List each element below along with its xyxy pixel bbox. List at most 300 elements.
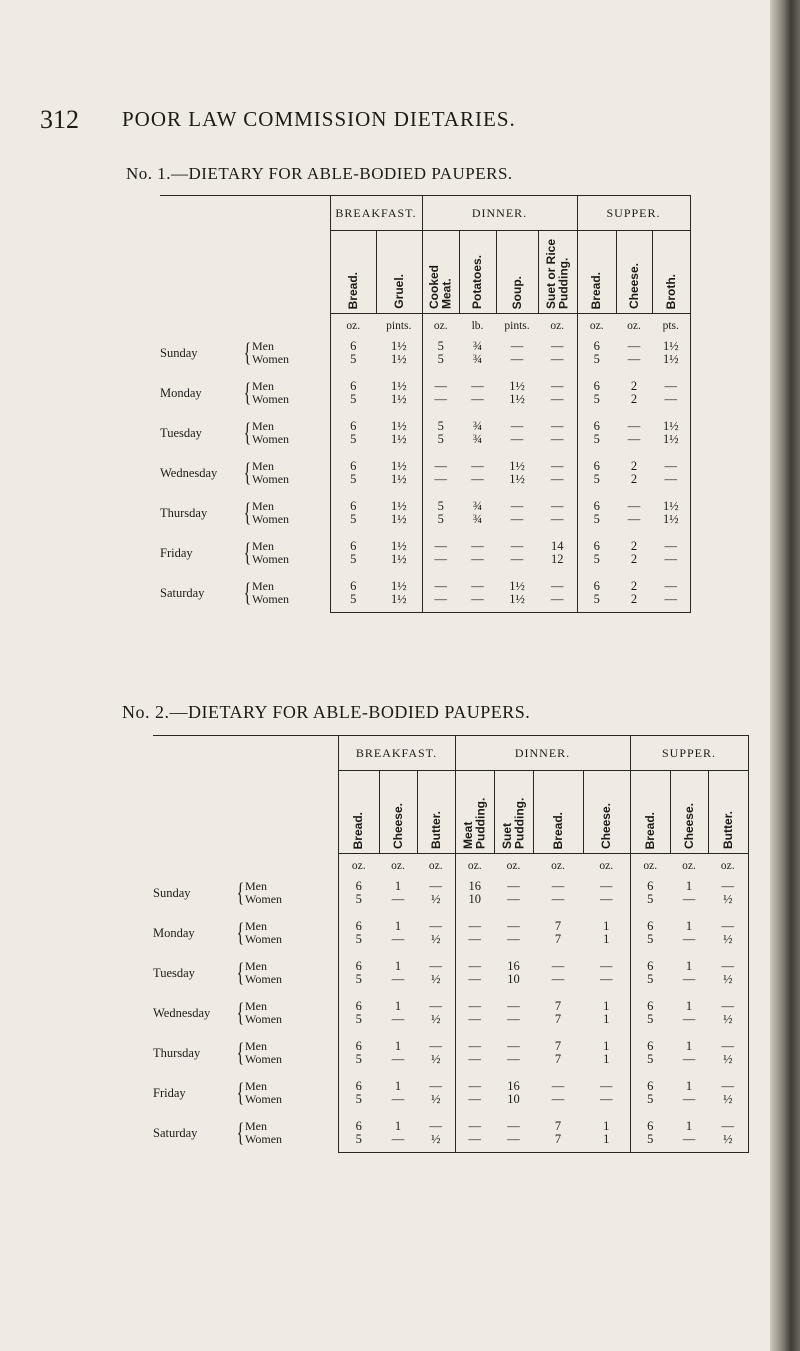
men-ration: — bbox=[429, 999, 442, 1013]
men-ration: 2 bbox=[630, 379, 638, 393]
table1-title: No. 1.—DIETARY FOR ABLE-BODIED PAUPERS. bbox=[126, 164, 513, 183]
women-ration: 2 bbox=[630, 392, 638, 406]
men-ration: 1 bbox=[394, 1119, 402, 1133]
women-ration: ½ bbox=[723, 972, 733, 986]
day-name: Thursday bbox=[160, 506, 208, 520]
ration-cell bbox=[496, 572, 538, 613]
men-ration: — bbox=[429, 1039, 442, 1053]
men-ration: — bbox=[434, 379, 447, 393]
women-ration: — bbox=[507, 1052, 520, 1066]
men-label: Men bbox=[245, 919, 267, 933]
column-headers bbox=[160, 231, 690, 314]
women-ration: 1½ bbox=[509, 392, 525, 406]
men-ration: 6 bbox=[647, 919, 654, 933]
women-ration: — bbox=[682, 1132, 696, 1146]
men-ration: — bbox=[471, 579, 484, 593]
men-ration: — bbox=[551, 1079, 565, 1093]
ration-cell bbox=[616, 412, 652, 452]
women-ration: — bbox=[682, 1052, 696, 1066]
men-ration: 1½ bbox=[390, 379, 407, 393]
ration-cell bbox=[533, 992, 583, 1032]
men-ration: 6 bbox=[355, 999, 362, 1013]
ration-cell bbox=[376, 452, 422, 492]
men-ration: — bbox=[468, 1119, 481, 1133]
ration-cell bbox=[652, 412, 690, 452]
ration-cell bbox=[533, 872, 583, 912]
column-header bbox=[652, 231, 690, 314]
column-header bbox=[496, 231, 538, 314]
women-ration: — bbox=[510, 352, 524, 366]
ration-cell bbox=[330, 452, 376, 492]
women-ration: 7 bbox=[554, 1052, 562, 1066]
ration-cell bbox=[538, 572, 577, 613]
sex-labels bbox=[245, 960, 282, 986]
women-ration: 1½ bbox=[390, 352, 407, 366]
men-ration: — bbox=[551, 419, 564, 433]
sex-labels bbox=[245, 1000, 282, 1026]
day-label bbox=[153, 952, 338, 992]
women-ration: 5 bbox=[647, 1052, 654, 1066]
women-ration: 2 bbox=[630, 472, 638, 486]
men-ration: — bbox=[507, 1119, 520, 1133]
women-ration: 7 bbox=[554, 1012, 562, 1026]
men-ration: 1 bbox=[394, 999, 402, 1013]
sex-labels bbox=[252, 580, 289, 606]
men-ration: — bbox=[434, 579, 447, 593]
men-ration: 6 bbox=[593, 459, 600, 473]
ration-cell bbox=[422, 492, 459, 532]
ration-cell bbox=[577, 412, 616, 452]
column-header bbox=[422, 231, 459, 314]
ration-cell bbox=[417, 992, 455, 1032]
ration-cell bbox=[533, 952, 583, 992]
units-stub bbox=[153, 854, 338, 873]
men-ration: 6 bbox=[647, 1079, 654, 1093]
women-ration: — bbox=[391, 1012, 405, 1026]
women-ration: ½ bbox=[431, 892, 441, 906]
women-ration: 5 bbox=[350, 432, 357, 446]
day-name: Saturday bbox=[153, 1126, 198, 1141]
men-label: Men bbox=[252, 419, 274, 433]
ration-cell bbox=[338, 952, 379, 992]
men-ration: 1½ bbox=[390, 499, 407, 513]
men-label: Men bbox=[252, 379, 274, 393]
ration-cell bbox=[417, 872, 455, 912]
men-ration: — bbox=[510, 339, 524, 353]
ration-cell bbox=[533, 912, 583, 952]
ration-cell bbox=[583, 872, 630, 912]
ration-cell bbox=[459, 572, 496, 613]
ration-cell bbox=[417, 952, 455, 992]
unit-label: pints. bbox=[386, 320, 412, 332]
unit-label: oz. bbox=[422, 314, 459, 333]
ration-cell bbox=[538, 332, 577, 372]
day-label bbox=[160, 452, 330, 492]
brace-glyph: { bbox=[236, 918, 245, 947]
page-binding-edge bbox=[770, 0, 800, 1351]
men-ration: — bbox=[429, 919, 442, 933]
ration-cell bbox=[652, 492, 690, 532]
group-breakfast: BREAKFAST. bbox=[338, 736, 455, 771]
women-label: Women bbox=[245, 892, 283, 906]
women-ration: — bbox=[600, 892, 613, 906]
column-header-label: Bread. bbox=[345, 271, 360, 309]
units-stub bbox=[160, 314, 330, 333]
column-header bbox=[583, 771, 630, 854]
ration-cell bbox=[330, 492, 376, 532]
ration-cell bbox=[616, 452, 652, 492]
column-header-label: Cooked Meat. bbox=[426, 264, 454, 309]
column-header-label: Bread. bbox=[589, 271, 604, 309]
ration-cell bbox=[496, 372, 538, 412]
day-label bbox=[153, 992, 338, 1032]
men-ration: 6 bbox=[350, 539, 357, 553]
men-ration: 6 bbox=[647, 1039, 654, 1053]
dietary-table-1 bbox=[160, 195, 691, 613]
men-ration: — bbox=[664, 379, 677, 393]
day-row bbox=[160, 532, 690, 572]
women-ration: 10 bbox=[468, 892, 481, 906]
women-ration: 5 bbox=[350, 552, 357, 566]
ration-cell bbox=[630, 1032, 670, 1072]
ration-cell bbox=[330, 412, 376, 452]
ration-cell bbox=[494, 1072, 533, 1112]
ration-cell bbox=[494, 1112, 533, 1153]
column-header bbox=[459, 231, 496, 314]
women-ration: — bbox=[664, 592, 677, 606]
ration-cell bbox=[708, 1032, 748, 1072]
women-ration: — bbox=[600, 972, 613, 986]
men-ration: — bbox=[507, 1039, 520, 1053]
ration-cell bbox=[338, 1032, 379, 1072]
men-ration: ¾ bbox=[472, 419, 483, 433]
ration-cell bbox=[459, 492, 496, 532]
women-ration: — bbox=[391, 892, 405, 906]
women-ration: 5 bbox=[593, 352, 600, 366]
men-ration: 6 bbox=[350, 379, 357, 393]
men-ration: 1 bbox=[603, 999, 610, 1013]
ration-cell bbox=[533, 1112, 583, 1153]
women-ration: — bbox=[391, 1092, 405, 1106]
women-ration: 1½ bbox=[509, 472, 525, 486]
brace-glyph: { bbox=[243, 418, 252, 447]
men-ration: 6 bbox=[355, 959, 362, 973]
men-ration: 1 bbox=[685, 999, 693, 1013]
ration-cell bbox=[630, 1072, 670, 1112]
column-header bbox=[379, 771, 417, 854]
ration-cell bbox=[459, 412, 496, 452]
column-header-label: Cheese. bbox=[681, 802, 696, 849]
men-ration: 1½ bbox=[662, 499, 679, 513]
women-ration: — bbox=[510, 552, 524, 566]
unit-label: pts. bbox=[652, 314, 690, 333]
brace-glyph: { bbox=[236, 1038, 245, 1067]
women-ration: — bbox=[551, 432, 564, 446]
brace-glyph: { bbox=[243, 578, 252, 608]
ration-cell bbox=[670, 1072, 708, 1112]
men-ration: — bbox=[468, 919, 481, 933]
brace-glyph: { bbox=[236, 1118, 245, 1148]
column-header-label: Cheese. bbox=[626, 262, 641, 309]
day-name: Monday bbox=[160, 386, 202, 400]
women-ration: — bbox=[507, 932, 520, 946]
women-label: Women bbox=[252, 432, 290, 446]
stub-col bbox=[160, 231, 330, 314]
column-header-label: Gruel. bbox=[391, 274, 406, 309]
column-header-label: Bread. bbox=[550, 811, 565, 849]
women-ration: 5 bbox=[647, 1092, 654, 1106]
ration-cell bbox=[616, 372, 652, 412]
ration-cell bbox=[376, 372, 422, 412]
women-ration: ½ bbox=[723, 932, 733, 946]
men-ration: 6 bbox=[350, 459, 357, 473]
day-row bbox=[153, 912, 748, 952]
ration-cell bbox=[417, 912, 455, 952]
women-ration: — bbox=[551, 592, 564, 606]
men-ration: — bbox=[468, 999, 481, 1013]
ration-cell bbox=[533, 1032, 583, 1072]
column-header-label: Meat Pudding. bbox=[460, 797, 488, 849]
ration-cell bbox=[583, 1112, 630, 1153]
men-label: Men bbox=[245, 1119, 267, 1134]
day-label bbox=[153, 1032, 338, 1072]
women-ration: ½ bbox=[723, 1092, 733, 1106]
men-ration: — bbox=[551, 499, 564, 513]
ration-cell bbox=[496, 492, 538, 532]
ration-cell bbox=[422, 532, 459, 572]
ration-cell bbox=[459, 452, 496, 492]
sex-labels bbox=[245, 1040, 282, 1066]
men-ration: 16 bbox=[507, 1079, 520, 1093]
ration-cell bbox=[616, 532, 652, 572]
column-header bbox=[330, 231, 376, 314]
column-header bbox=[376, 231, 422, 314]
women-ration: 2 bbox=[630, 552, 638, 566]
men-ration: 6 bbox=[350, 419, 357, 433]
women-ration: 1 bbox=[603, 1012, 610, 1026]
men-ration: — bbox=[471, 459, 484, 473]
day-row bbox=[160, 372, 690, 412]
men-label: Men bbox=[252, 339, 274, 353]
day-row bbox=[153, 1032, 748, 1072]
brace-glyph: { bbox=[236, 998, 245, 1027]
ration-cell bbox=[577, 452, 616, 492]
men-ration: — bbox=[434, 459, 447, 473]
women-ration: — bbox=[434, 552, 447, 566]
men-ration: — bbox=[627, 339, 641, 353]
women-ration: 5 bbox=[437, 352, 444, 366]
men-ration: 14 bbox=[551, 539, 564, 553]
ration-cell bbox=[338, 1112, 379, 1153]
day-label bbox=[160, 492, 330, 532]
unit-label: oz. bbox=[455, 854, 494, 873]
women-ration: — bbox=[391, 1132, 405, 1146]
women-ration: — bbox=[627, 512, 641, 526]
men-ration: — bbox=[429, 1119, 442, 1133]
men-ration: — bbox=[429, 879, 442, 893]
men-ration: — bbox=[507, 919, 520, 933]
men-ration: 6 bbox=[350, 339, 357, 353]
men-ration: — bbox=[664, 539, 677, 553]
day-label bbox=[160, 372, 330, 412]
units-row bbox=[160, 314, 690, 333]
unit-label: lb. bbox=[471, 320, 484, 332]
ration-cell bbox=[652, 372, 690, 412]
women-ration: — bbox=[468, 1052, 481, 1066]
group-supper: SUPPER. bbox=[630, 736, 748, 771]
ration-cell bbox=[670, 992, 708, 1032]
men-ration: — bbox=[510, 539, 524, 553]
women-ration: — bbox=[468, 932, 481, 946]
women-ration: ¾ bbox=[472, 352, 483, 366]
units-row bbox=[153, 854, 748, 873]
day-name: Sunday bbox=[153, 886, 191, 900]
ration-cell bbox=[538, 372, 577, 412]
men-ration: — bbox=[721, 919, 734, 933]
unit-label: pints. bbox=[504, 320, 530, 332]
women-ration: ¾ bbox=[472, 512, 483, 526]
women-ration: 10 bbox=[507, 1092, 520, 1106]
ration-cell bbox=[459, 372, 496, 412]
women-ration: — bbox=[551, 472, 564, 486]
stub-header bbox=[153, 736, 338, 771]
women-ration: — bbox=[627, 352, 641, 366]
column-header bbox=[708, 771, 748, 854]
men-ration: 5 bbox=[437, 419, 444, 433]
women-ration: — bbox=[434, 592, 447, 606]
unit-label: oz. bbox=[599, 860, 614, 872]
women-ration: 5 bbox=[350, 352, 357, 366]
column-header bbox=[417, 771, 455, 854]
ration-cell bbox=[422, 372, 459, 412]
table2-title: No. 2.—DIETARY FOR ABLE-BODIED PAUPERS. bbox=[122, 702, 531, 722]
ration-cell bbox=[577, 572, 616, 613]
men-ration: — bbox=[434, 539, 447, 553]
column-header-label: Cheese. bbox=[390, 802, 405, 849]
women-ration: — bbox=[468, 972, 481, 986]
unit-label: oz. bbox=[550, 320, 565, 332]
group-dinner: DINNER. bbox=[455, 736, 630, 771]
brace-glyph: { bbox=[243, 378, 252, 407]
women-ration: 5 bbox=[355, 1052, 362, 1066]
men-ration: — bbox=[507, 879, 520, 893]
women-ration: — bbox=[551, 1092, 565, 1106]
day-row bbox=[160, 332, 690, 372]
ration-cell bbox=[670, 872, 708, 912]
day-row bbox=[160, 492, 690, 532]
day-row bbox=[160, 452, 690, 492]
men-ration: — bbox=[507, 999, 520, 1013]
men-ration: — bbox=[600, 1079, 613, 1093]
women-ration: 5 bbox=[593, 592, 600, 606]
men-ration: 6 bbox=[355, 1039, 362, 1053]
men-label: Men bbox=[252, 579, 274, 594]
women-ration: 1½ bbox=[390, 432, 407, 446]
women-ration: ½ bbox=[723, 1052, 733, 1066]
day-label bbox=[160, 332, 330, 372]
women-ration: 1½ bbox=[390, 512, 407, 526]
day-row bbox=[153, 872, 748, 912]
women-ration: — bbox=[507, 1012, 520, 1026]
ration-cell bbox=[338, 872, 379, 912]
men-ration: 1 bbox=[685, 959, 693, 973]
men-label: Men bbox=[245, 1079, 267, 1093]
women-ration: 10 bbox=[507, 972, 520, 986]
men-ration: — bbox=[551, 959, 565, 973]
men-ration: 6 bbox=[647, 999, 654, 1013]
column-header bbox=[455, 771, 494, 854]
men-ration: 1 bbox=[685, 1079, 693, 1093]
ration-cell bbox=[379, 1072, 417, 1112]
sex-labels bbox=[245, 880, 282, 906]
brace-glyph: { bbox=[243, 538, 252, 567]
ration-cell bbox=[538, 452, 577, 492]
day-row bbox=[160, 412, 690, 452]
women-ration: 5 bbox=[647, 892, 654, 906]
ration-cell bbox=[708, 1072, 748, 1112]
column-header-label: Soup. bbox=[509, 275, 524, 309]
ration-cell bbox=[616, 572, 652, 613]
ration-cell bbox=[577, 492, 616, 532]
column-header bbox=[538, 231, 577, 314]
men-ration: 1 bbox=[394, 919, 402, 933]
men-ration: — bbox=[471, 379, 484, 393]
women-ration: 1½ bbox=[390, 392, 407, 406]
men-ration: — bbox=[429, 959, 442, 973]
ration-cell bbox=[616, 332, 652, 372]
men-ration: 6 bbox=[593, 339, 600, 353]
women-ration: — bbox=[507, 1132, 520, 1146]
ration-cell bbox=[455, 1032, 494, 1072]
men-ration: 1½ bbox=[390, 419, 407, 433]
women-ration: ½ bbox=[431, 972, 441, 986]
women-ration: 5 bbox=[350, 392, 357, 406]
men-label: Men bbox=[245, 879, 267, 893]
ration-cell bbox=[455, 1072, 494, 1112]
men-ration: 1 bbox=[685, 919, 693, 933]
women-ration: ½ bbox=[431, 1132, 441, 1146]
women-ration: — bbox=[507, 892, 520, 906]
ration-cell bbox=[630, 912, 670, 952]
men-ration: 1 bbox=[685, 1039, 693, 1053]
women-ration: 7 bbox=[554, 932, 562, 946]
ration-cell bbox=[330, 532, 376, 572]
men-ration: 1½ bbox=[390, 579, 407, 593]
column-header-label: Butter. bbox=[428, 810, 443, 849]
men-ration: 6 bbox=[355, 1119, 362, 1133]
women-ration: — bbox=[551, 972, 565, 986]
ration-cell bbox=[494, 912, 533, 952]
ration-cell bbox=[379, 1112, 417, 1153]
men-label: Men bbox=[245, 1039, 267, 1053]
women-label: Women bbox=[252, 552, 290, 566]
women-ration: — bbox=[551, 352, 564, 366]
sex-labels bbox=[252, 540, 289, 566]
women-label: Women bbox=[252, 512, 290, 526]
men-ration: 1 bbox=[685, 879, 693, 893]
column-header-label: Bread. bbox=[351, 811, 366, 849]
day-row bbox=[153, 952, 748, 992]
ration-cell bbox=[494, 1032, 533, 1072]
men-ration: — bbox=[721, 1079, 734, 1093]
women-ration: 5 bbox=[593, 512, 600, 526]
men-ration: 2 bbox=[630, 459, 638, 473]
women-ration: 1½ bbox=[662, 512, 679, 526]
women-ration: 1½ bbox=[390, 552, 407, 566]
women-ration: 5 bbox=[350, 512, 357, 526]
women-ration: — bbox=[471, 392, 484, 406]
day-name: Wednesday bbox=[153, 1006, 211, 1020]
